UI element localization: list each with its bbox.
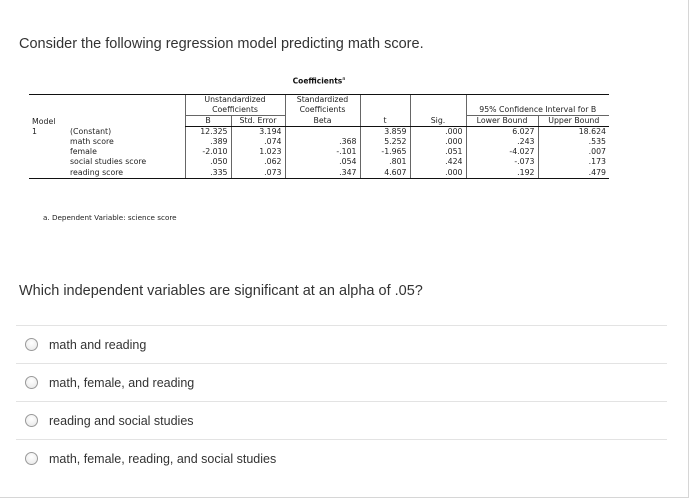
table-row: math score .389 .074 .368 5.252 .000 .243 .535 [29,137,609,147]
option-label[interactable]: reading and social studies [49,413,194,428]
model-header: Model [29,95,185,127]
table-row: social studies score .050 .062 .054 .801 .424 -.073 .173 [29,157,609,167]
table-row: female -2.010 1.023 -.101 -1.965 .051 -4.027 .007 [29,147,609,157]
question-text: Consider the following regression model predicting math score. [19,36,424,52]
coefficients-table [29,94,609,179]
option-math-female-reading-social[interactable] [16,439,667,477]
radio-button-icon[interactable] [25,376,38,389]
question-prompt: Which independent variables are significant at an alpha of .05? [19,283,423,299]
table-row: reading score .335 .073 .347 4.607 .000 .192 .479 [29,168,609,179]
sig-header: Sig. [410,116,466,127]
t-header: t [360,116,410,127]
option-label[interactable]: math, female, and reading [49,375,195,390]
upper-header: Upper Bound [538,116,609,127]
std-header-1: Standardized [285,95,360,106]
option-math-reading[interactable] [16,325,667,363]
table-footnote: a. Dependent Variable: science score [43,213,177,222]
se-header: Std. Error [231,116,285,127]
option-math-female-reading[interactable] [16,363,667,401]
unstd-header-2: Coefficients [185,105,285,116]
radio-button-icon[interactable] [25,414,38,427]
option-label[interactable]: math and reading [49,337,147,352]
table-title: Coefficients$^a$ [292,76,346,86]
radio-button-icon[interactable] [25,452,38,465]
std-header-2: Coefficients [285,105,360,116]
unstd-header-1: Unstandardized [185,95,285,106]
answer-options [16,325,667,477]
beta-header: Beta [285,116,360,127]
model-number: 1 [32,126,37,136]
ci-header: 95% Confidence Interval for B [466,105,609,116]
option-label[interactable]: math, female, reading, and social studies [49,451,277,466]
radio-button-icon[interactable] [25,338,38,351]
b-header: B [185,116,231,127]
option-reading-social[interactable] [16,401,667,439]
lower-header: Lower Bound [466,116,538,127]
table-row: 1 (Constant) 12.325 3.194 3.859 .000 6.027 18.624 [29,127,609,138]
